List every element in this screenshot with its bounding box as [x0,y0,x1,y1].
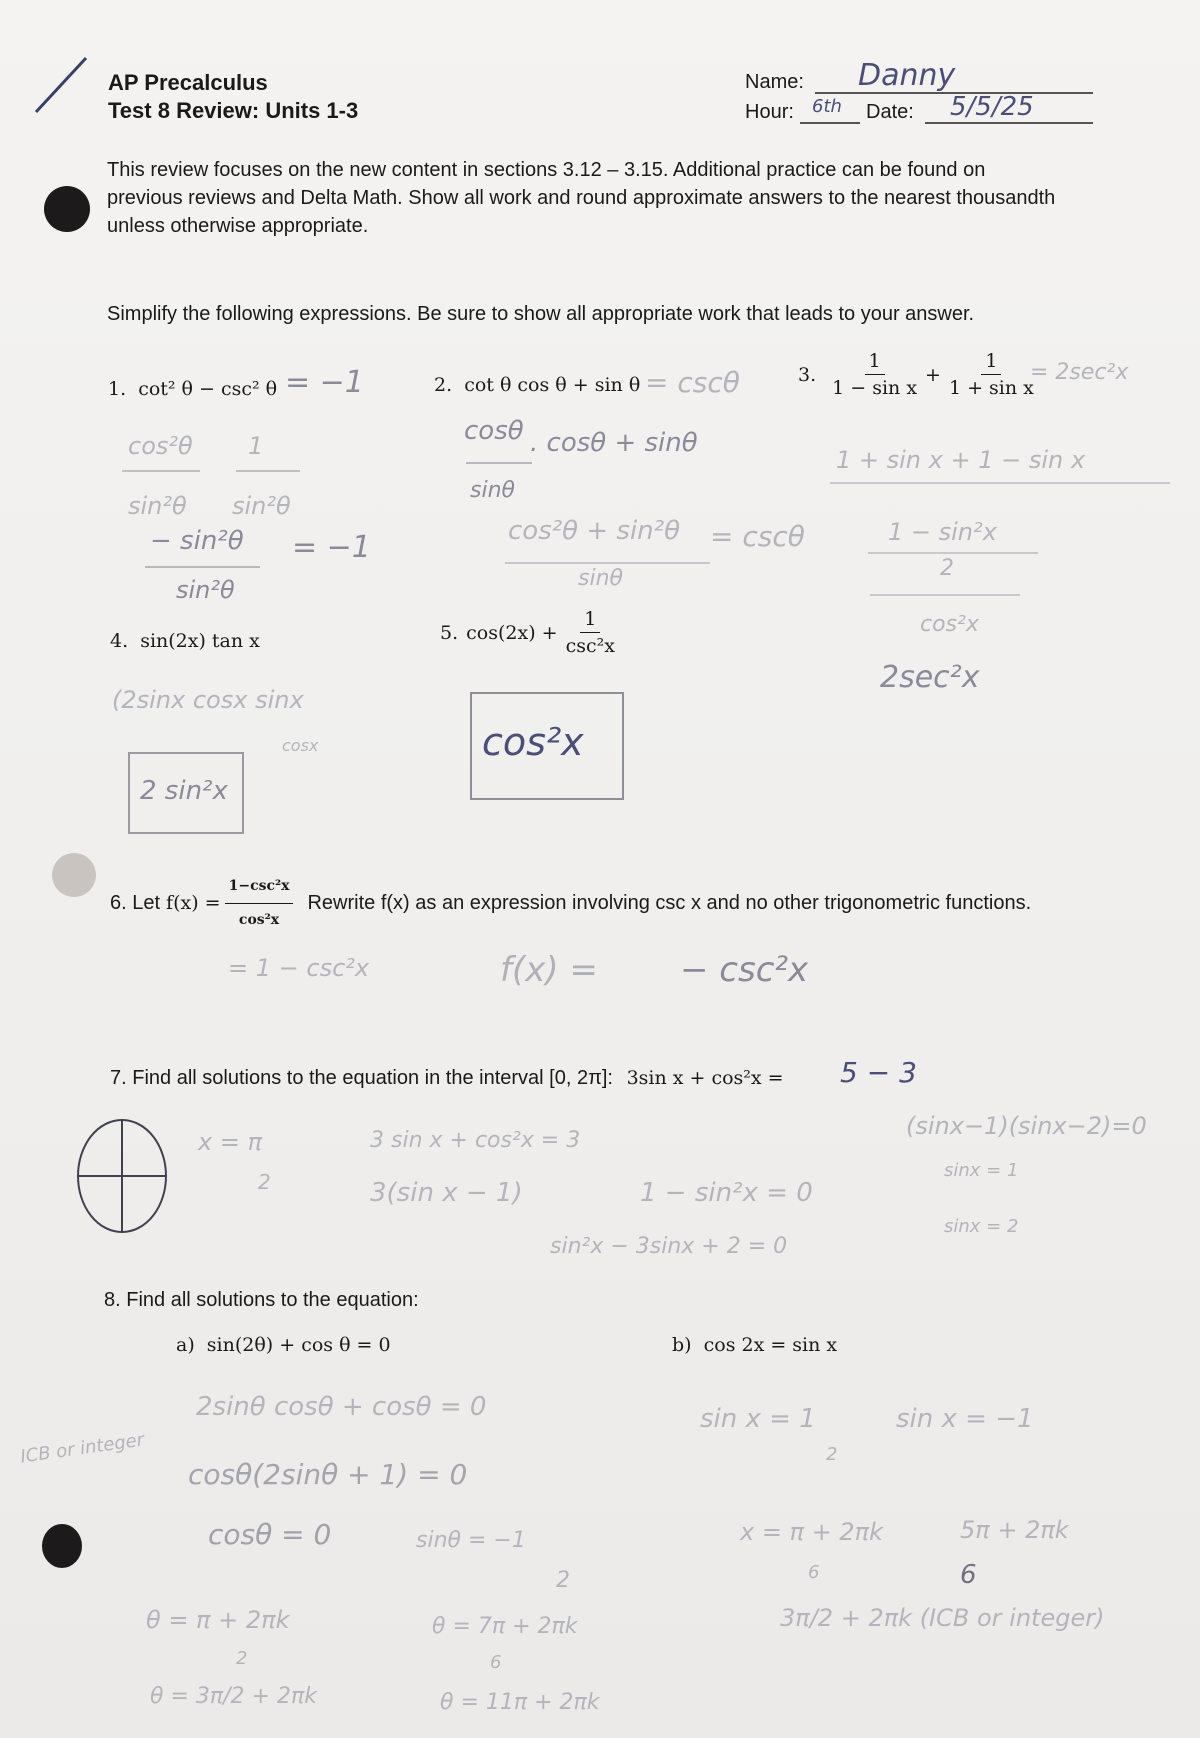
problem-8a-expression: sin(2θ) + cos θ = 0 [206,1334,391,1356]
date-label: Date: [866,101,914,123]
p3-den-1: 1 − sin x [832,377,918,399]
p2-frac-bar-2 [505,562,710,564]
p8b-work-1: sin x = 1 [700,1404,816,1434]
problem-3-number: 3. [798,363,817,386]
problem-1-answer: = −1 [285,365,364,400]
p8a-work-3: cosθ = 0 [208,1518,332,1551]
p2-work-cos: cosθ [464,416,524,446]
p1-work-sin2-c: sin²θ [176,576,235,604]
p2-frac-bar-1 [466,462,532,464]
hour-line [800,122,860,124]
p1-frac-bar-3 [145,566,260,568]
p6-work-answer: − csc²x [680,950,809,990]
problem-2-expression: cot θ cos θ + sin θ [464,374,641,396]
p1-work-one: 1 [248,432,264,460]
problem-8b-expression: cos 2x = sin x [703,1334,838,1356]
p1-work-sin2-b: sin²θ [232,492,291,520]
p8a-work-9: θ = 7π + 2πk [432,1614,578,1639]
test-title: Test 8 Review: Units 1-3 [108,98,359,123]
p6-work-rewrite: = 1 − csc²x [228,954,370,982]
p3-num-2: 1 [981,350,1001,375]
problem-7-rhs: 5 − 3 [840,1056,917,1089]
p7-work-x: x = π [198,1128,263,1156]
intro-line-3: unless otherwise appropriate. [107,215,369,237]
p1-frac-bar-2 [236,470,300,472]
p8b-work-4: x = π + 2πk [740,1518,884,1546]
problem-8a-label: a) [176,1334,195,1356]
unit-circle-sketch [76,1118,172,1236]
p3-work-two: 2 [940,556,954,581]
problem-5-fraction [562,608,619,657]
problem-8b [672,1334,837,1356]
p6-num: 1−csc²x [225,872,294,904]
problem-3-fraction-1 [828,350,921,399]
p7-work-line-1: 3 sin x + cos²x = 3 [370,1128,581,1153]
p8a-work-2: cosθ(2sinθ + 1) = 0 [188,1458,468,1491]
p3-den-2: 1 + sin x [948,377,1034,399]
p7-work-sol-1: sinx = 1 [944,1160,1019,1181]
p7-work-sol-2: sinx = 2 [944,1216,1019,1237]
p8b-work-7: 6 [960,1560,977,1590]
problem-7 [110,1064,784,1093]
problem-6-lead: 6. Let [110,892,161,914]
problem-8: 8. Find all solutions to the equation: [104,1289,419,1311]
problem-6-fx: f(x) = [166,892,221,914]
p2-work-identity: cos²θ + sin²θ [508,516,680,546]
p5-den: csc²x [565,635,615,657]
problem-1 [108,378,277,400]
p8b-work-5: 6 [808,1562,820,1583]
p3-work-denominator: 1 − sin²x [888,518,997,546]
problem-2-number: 2. [434,374,453,396]
problem-3-fraction-2 [945,350,1038,399]
problem-5-expression: cos(2x) + [466,621,558,644]
instructions: Simplify the following expressions. Be sure to show all appropriate work that leads to your answer. [107,303,975,325]
problem-3-answer: = 2sec²x [1030,360,1129,385]
name-label: Name: [745,71,804,93]
date-value: 5/5/25 [950,92,1034,122]
problem-4-expression: sin(2x) tan x [140,630,260,652]
problem-7-text: 7. Find all solutions to the equation in the interval [0, 2π]: [110,1067,613,1089]
problem-4-number: 4. [110,630,129,652]
p3-work-result: 2sec²x [880,660,980,695]
p4-work-cos: cosx [282,736,319,755]
p3-num-1: 1 [865,350,885,375]
problem-1-expression: cot² θ − csc² θ [138,378,278,400]
problem-5 [440,608,623,657]
p1-work-cos2: cos²θ [128,432,193,460]
problem-5-answer: cos²x [482,720,584,764]
p3-work-cos2: cos²x [920,612,979,637]
name-value: Danny [858,58,956,93]
p3-work-numerator: 1 + sin x + 1 − sin x [836,446,1086,474]
problem-6 [110,872,1031,935]
p6-den: cos²x [238,912,280,928]
hour-label: Hour: [745,101,794,123]
problem-2-answer: = cscθ [645,366,740,399]
p7-work-line-3: 1 − sin²x = 0 [640,1178,813,1208]
p1-work-sin2-a: sin²θ [128,492,187,520]
p8a-work-7: 2 [236,1648,248,1669]
p8b-work-8: 3π/2 + 2πk (ICB or integer) [780,1604,1105,1632]
p5-num: 1 [580,608,600,633]
p6-work-fx: f(x) = [500,950,598,990]
p1-work-result: = −1 [292,530,371,565]
problem-8b-label: b) [672,1334,692,1356]
p7-work-line-4: sin²x − 3sinx + 2 = 0 [550,1234,788,1259]
p2-work-result: = cscθ [710,520,805,553]
p3-frac-bar-2 [868,552,1038,554]
problem-8a [176,1334,391,1356]
p8b-work-3: sin x = −1 [896,1404,1034,1434]
p8a-work-5: 2 [556,1568,570,1593]
intro-line-2: previous reviews and Delta Math. Show all work and round approximate answers to the nearest thousandth [107,187,1056,209]
p1-work-neg-sin2: − sin²θ [150,526,244,556]
p2-work-sin-den: sinθ [578,566,623,591]
date-line [925,122,1093,124]
p3-frac-bar-3 [870,594,1020,596]
p8a-work-6: θ = π + 2πk [146,1606,290,1634]
p8b-work-2: 2 [826,1444,838,1465]
p2-work-cos-plus-sin: . cosθ + sinθ [530,428,698,458]
p8a-work-11: θ = 11π + 2πk [440,1690,600,1715]
p4-work-expand: (2sinx cosx sinx [112,686,304,714]
binder-hole-top [44,186,90,232]
problem-4-answer: 2 sin²x [140,776,228,806]
p8a-work-4: sinθ = −1 [416,1528,526,1553]
problem-1-number: 1. [108,378,127,400]
binder-hole-bottom [42,1524,82,1568]
problem-6-text: Rewrite f(x) as an expression involving csc x and no other trigonometric functions. [307,892,1032,914]
problem-6-fraction [225,872,294,935]
p1-frac-bar-1 [122,470,200,472]
problem-5-number: 5. [440,621,459,644]
p8a-work-8: θ = 3π/2 + 2πk [150,1684,317,1709]
p7-work-factor: (sinx−1)(sinx−2)=0 [906,1112,1147,1140]
p2-work-sin: sinθ [470,478,515,503]
p7-work-x-den: 2 [258,1170,271,1194]
intro-line-1: This review focuses on the new content in sections 3.12 – 3.15. Additional practice can be found on [107,159,986,181]
p3-frac-bar-1 [830,482,1170,484]
problem-4 [110,630,260,652]
hour-value: 6th [812,96,842,117]
problem-3 [798,350,1042,399]
p8b-work-6: 5π + 2πk [960,1516,1069,1544]
margin-note: ICB or integer [19,1429,146,1468]
p8a-work-1: 2sinθ cosθ + cosθ = 0 [196,1392,487,1422]
course-title: AP Precalculus [108,70,268,95]
p3-plus: + [925,363,941,386]
check-slash-mark [30,52,100,122]
p7-work-line-2: 3(sin x − 1) [370,1178,523,1208]
p8a-work-10: 6 [490,1652,502,1673]
problem-2 [434,374,640,396]
problem-7-equation: 3sin x + cos²x = [626,1067,784,1089]
binder-hole-middle [52,853,96,897]
